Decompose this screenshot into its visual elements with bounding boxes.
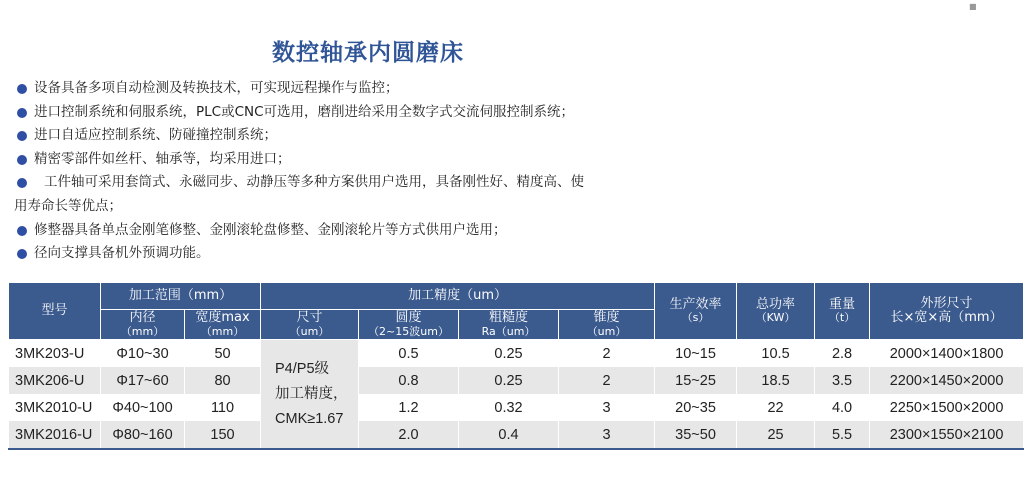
cell-dims: 2300×1550×2100 [870,421,1024,449]
cell-size-merged: P4/P5级 加工精度， CMK≥1.67 [261,340,359,450]
cell-roundness: 0.8 [359,367,459,394]
cell-weight: 2.8 [815,340,870,368]
cell-efficiency: 10~15 [655,340,737,368]
header-model: 型号 [9,283,101,340]
header-inner-diameter: 内径 （mm） [101,310,185,340]
cell-roundness: 0.5 [359,340,459,368]
cell-weight: 3.5 [815,367,870,394]
cell-width: 110 [185,394,261,421]
cell-roughness: 0.25 [459,367,559,394]
header-efficiency: 生产效率 （s） [655,283,737,340]
header-width-max: 宽度max （mm） [185,310,261,340]
cell-weight: 4.0 [815,394,870,421]
cell-width: 50 [185,340,261,368]
table-row [9,394,1024,421]
bullet-icon [17,249,27,259]
feature-item [14,124,634,148]
header-taper: 锥度 （um） [559,310,655,340]
feature-text: 修整器具备单点金刚笔修整、金刚滚轮盘修整、金刚滚轮片等方式供用户选用； [34,221,507,238]
cell-width: 150 [185,421,261,449]
bullet-icon [17,155,27,165]
header-roughness: 粗糙度 Ra（um） [459,310,559,340]
cell-roughness: 0.4 [459,421,559,449]
feature-text: 径向支撑具备机外预调功能。 [34,245,210,262]
cell-power: 18.5 [737,367,815,394]
feature-list [14,77,634,266]
cell-model: 3MK206-U [9,367,101,394]
cell-efficiency: 20~35 [655,394,737,421]
cell-inner-diameter: Φ17~60 [101,367,185,394]
cell-model: 3MK2010-U [9,394,101,421]
feature-text: 进口自适应控制系统、防碰撞控制系统； [34,127,277,144]
feature-text: 设备具备多项自动检测及转换技术，可实现远程操作与监控； [34,80,399,96]
header-precision: 加工精度（um） [261,283,655,310]
cell-inner-diameter: Φ10~30 [101,340,185,368]
header-size: 尺寸 （um） [261,310,359,340]
corner-mark: ■ [969,2,977,11]
spec-table [8,282,1024,450]
feature-item [14,101,634,125]
feature-text: 工件轴可采用套筒式、永磁同步、动静压等多种方案供用户选用，具备刚性好、精度高、使 [44,174,584,191]
cell-inner-diameter: Φ80~160 [101,421,185,449]
cell-roughness: 0.32 [459,394,559,421]
cell-width: 80 [185,367,261,394]
cell-efficiency: 35~50 [655,421,737,449]
cell-taper: 3 [559,394,655,421]
header-weight: 重量 （t） [815,283,870,340]
bullet-icon [17,84,27,94]
cell-roundness: 2.0 [359,421,459,449]
cell-taper: 2 [559,340,655,368]
cell-taper: 3 [559,421,655,449]
feature-item [14,148,634,172]
cell-power: 10.5 [737,340,815,368]
cell-weight: 5.5 [815,421,870,449]
feature-item [14,219,634,243]
header-roundness: 圆度 （2~15波um） [359,310,459,340]
cell-power: 25 [737,421,815,449]
header-dims: 外形尺寸 长×宽×高（mm） [870,283,1024,340]
cell-power: 22 [737,394,815,421]
cell-dims: 2200×1450×2000 [870,367,1024,394]
cell-taper: 2 [559,367,655,394]
bullet-icon [17,108,27,118]
header-range: 加工范围（mm） [101,283,261,310]
cell-dims: 2250×1500×2000 [870,394,1024,421]
bullet-icon [17,131,27,141]
header-power: 总功率 （KW） [737,283,815,340]
cell-roundness: 1.2 [359,394,459,421]
bullet-icon [17,178,27,188]
cell-model: 3MK203-U [9,340,101,368]
cell-inner-diameter: Φ40~100 [101,394,185,421]
cell-efficiency: 15~25 [655,367,737,394]
bullet-icon [17,226,27,236]
feature-item [14,242,634,266]
cell-model: 3MK2016-U [9,421,101,449]
cell-roughness: 0.25 [459,340,559,368]
cell-dims: 2000×1400×1800 [870,340,1024,368]
feature-text: 精密零部件如丝杆、轴承等，均采用进口； [34,150,291,167]
table-row [9,367,1024,394]
table-row [9,421,1024,449]
feature-text-continued: 用寿命长等优点； [14,197,122,214]
feature-item [14,171,634,218]
table-row [9,340,1024,368]
page-title: 数控轴承内圆磨床 [272,40,464,66]
feature-text: 进口控制系统和伺服系统，PLC或CNC可选用，磨削进给采用全数字式交流伺服控制系统； [34,103,575,120]
feature-item [14,77,634,101]
